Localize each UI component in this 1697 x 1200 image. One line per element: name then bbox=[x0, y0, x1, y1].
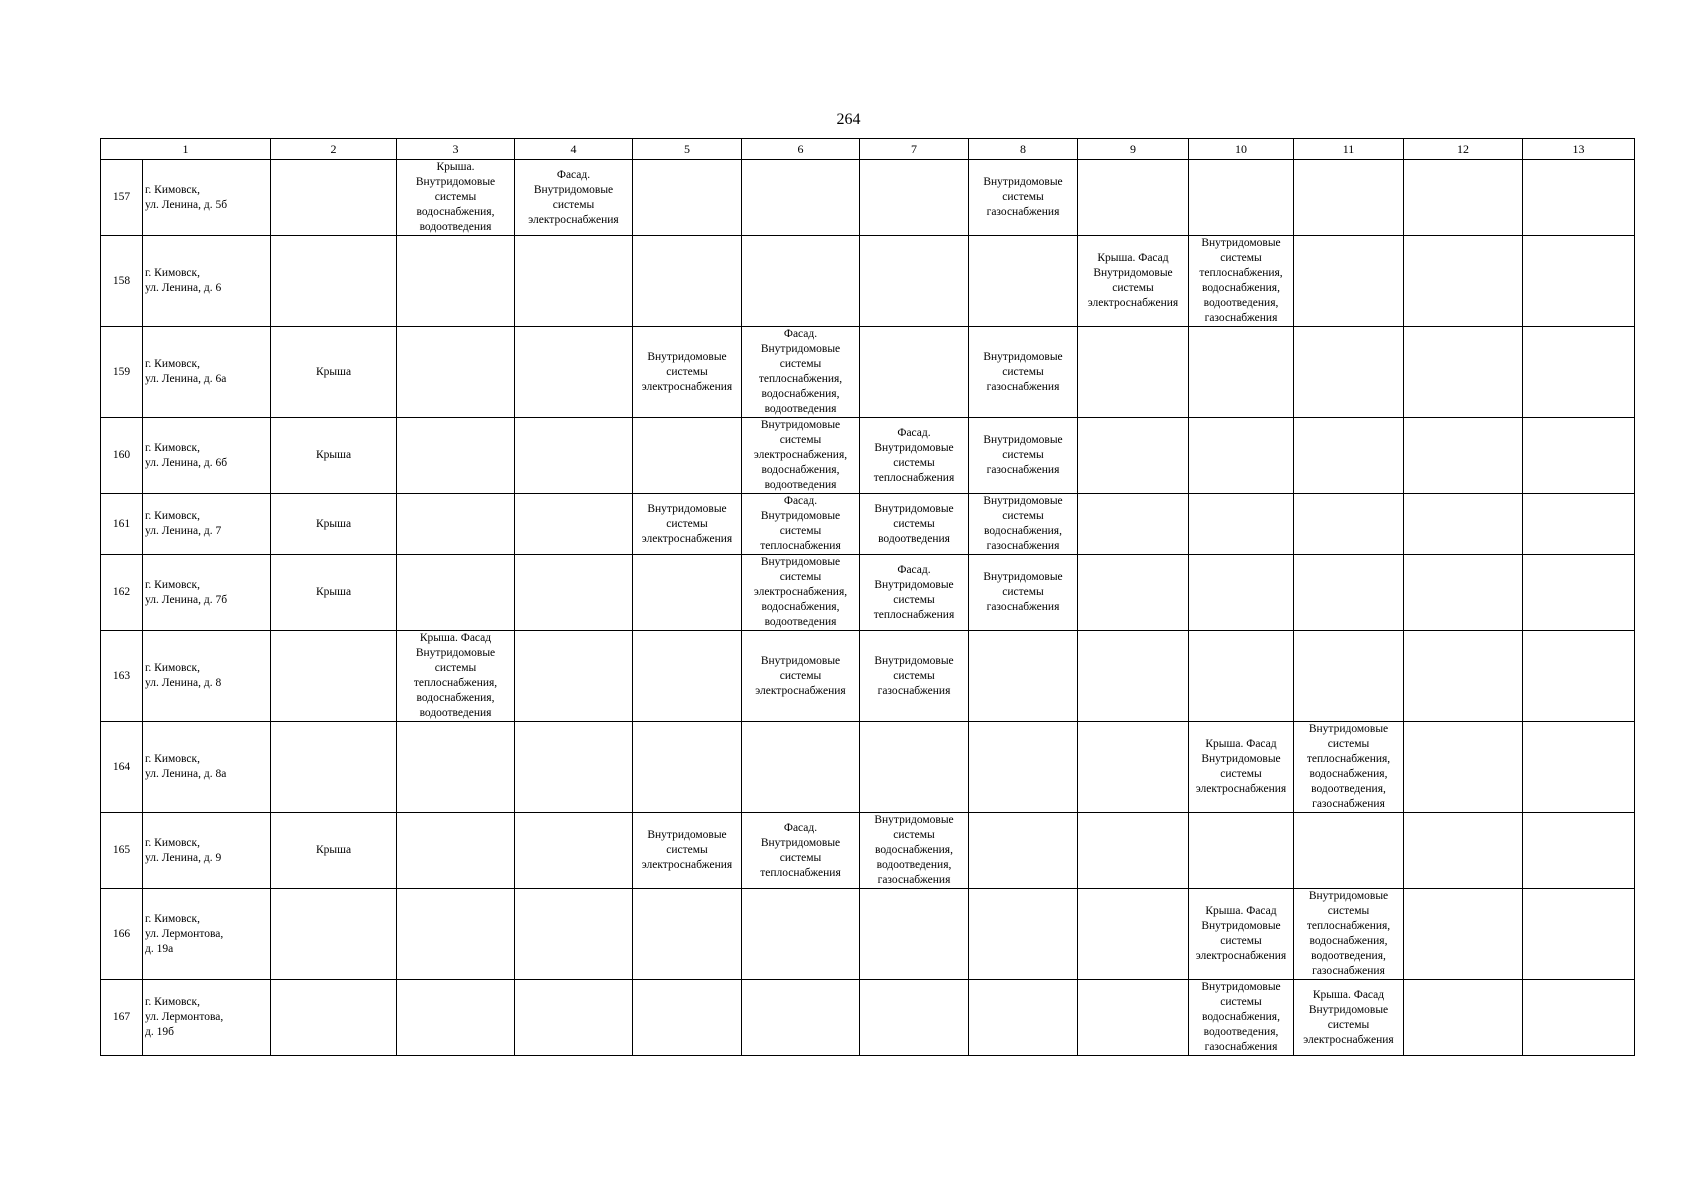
work-cell-col-9 bbox=[1078, 327, 1189, 418]
row-number: 167 bbox=[101, 980, 143, 1056]
work-cell-col-6: Фасад. Внутридомовые системы теплоснабжения bbox=[742, 813, 860, 889]
work-cell-col-12 bbox=[1404, 631, 1523, 722]
work-cell-col-2 bbox=[271, 889, 397, 980]
work-cell-col-2 bbox=[271, 160, 397, 236]
row-address: г. Кимовск, ул. Ленина, д. 7б bbox=[143, 555, 271, 631]
work-cell-col-10 bbox=[1189, 813, 1294, 889]
work-cell-col-7 bbox=[860, 327, 969, 418]
header-col-7: 7 bbox=[860, 139, 969, 160]
work-cell-col-9: Крыша. Фасад Внутридомовые системы электроснабжения bbox=[1078, 236, 1189, 327]
work-cell-col-10: Крыша. Фасад Внутридомовые системы электроснабжения bbox=[1189, 722, 1294, 813]
work-cell-col-5 bbox=[633, 980, 742, 1056]
row-number: 159 bbox=[101, 327, 143, 418]
work-cell-col-9 bbox=[1078, 722, 1189, 813]
work-cell-col-3 bbox=[397, 418, 515, 494]
work-cell-col-13 bbox=[1523, 555, 1635, 631]
work-cell-col-11 bbox=[1294, 418, 1404, 494]
work-cell-col-5 bbox=[633, 160, 742, 236]
row-number: 160 bbox=[101, 418, 143, 494]
header-col-13: 13 bbox=[1523, 139, 1635, 160]
row-number: 164 bbox=[101, 722, 143, 813]
row-number: 161 bbox=[101, 494, 143, 555]
header-col-1: 1 bbox=[101, 139, 271, 160]
work-cell-col-3 bbox=[397, 813, 515, 889]
work-cell-col-4 bbox=[515, 889, 633, 980]
work-cell-col-8 bbox=[969, 813, 1078, 889]
row-address: г. Кимовск, ул. Ленина, д. 7 bbox=[143, 494, 271, 555]
row-address: г. Кимовск, ул. Ленина, д. 9 bbox=[143, 813, 271, 889]
work-cell-col-9 bbox=[1078, 889, 1189, 980]
row-address: г. Кимовск, ул. Ленина, д. 6а bbox=[143, 327, 271, 418]
work-cell-col-11 bbox=[1294, 160, 1404, 236]
work-cell-col-11: Крыша. Фасад Внутридомовые системы электроснабжения bbox=[1294, 980, 1404, 1056]
work-cell-col-9 bbox=[1078, 813, 1189, 889]
work-cell-col-8 bbox=[969, 722, 1078, 813]
work-cell-col-11: Внутридомовые системы теплоснабжения, водоснабжения, водоотведения, газоснабжения bbox=[1294, 889, 1404, 980]
work-cell-col-8 bbox=[969, 236, 1078, 327]
work-cell-col-7: Фасад. Внутридомовые системы теплоснабжения bbox=[860, 418, 969, 494]
work-cell-col-10: Внутридомовые системы теплоснабжения, водоснабжения, водоотведения, газоснабжения bbox=[1189, 236, 1294, 327]
work-cell-col-10 bbox=[1189, 327, 1294, 418]
work-cell-col-5 bbox=[633, 418, 742, 494]
work-cell-col-6 bbox=[742, 722, 860, 813]
row-address: г. Кимовск, ул. Лермонтова, д. 19б bbox=[143, 980, 271, 1056]
work-cell-col-12 bbox=[1404, 160, 1523, 236]
work-cell-col-11: Внутридомовые системы теплоснабжения, водоснабжения, водоотведения, газоснабжения bbox=[1294, 722, 1404, 813]
work-cell-col-11 bbox=[1294, 813, 1404, 889]
header-col-8: 8 bbox=[969, 139, 1078, 160]
work-cell-col-9 bbox=[1078, 631, 1189, 722]
work-cell-col-4: Фасад. Внутридомовые системы электроснабжения bbox=[515, 160, 633, 236]
work-cell-col-13 bbox=[1523, 631, 1635, 722]
work-cell-col-7 bbox=[860, 722, 969, 813]
work-cell-col-13 bbox=[1523, 722, 1635, 813]
table-row bbox=[101, 980, 1635, 1056]
work-cell-col-8 bbox=[969, 889, 1078, 980]
work-cell-col-12 bbox=[1404, 327, 1523, 418]
work-cell-col-11 bbox=[1294, 631, 1404, 722]
work-cell-col-10: Крыша. Фасад Внутридомовые системы электроснабжения bbox=[1189, 889, 1294, 980]
work-cell-col-11 bbox=[1294, 327, 1404, 418]
work-cell-col-2 bbox=[271, 236, 397, 327]
header-row bbox=[101, 139, 1635, 160]
work-cell-col-7: Внутридомовые системы водоснабжения, водоотведения, газоснабжения bbox=[860, 813, 969, 889]
work-cell-col-4 bbox=[515, 236, 633, 327]
work-cell-col-9 bbox=[1078, 418, 1189, 494]
work-cell-col-3 bbox=[397, 722, 515, 813]
header-col-11: 11 bbox=[1294, 139, 1404, 160]
row-number: 165 bbox=[101, 813, 143, 889]
header-col-5: 5 bbox=[633, 139, 742, 160]
work-cell-col-10 bbox=[1189, 160, 1294, 236]
header-col-6: 6 bbox=[742, 139, 860, 160]
work-cell-col-6 bbox=[742, 980, 860, 1056]
work-cell-col-3: Крыша. Фасад Внутридомовые системы теплоснабжения, водоснабжения, водоотведения bbox=[397, 631, 515, 722]
work-cell-col-12 bbox=[1404, 494, 1523, 555]
work-cell-col-13 bbox=[1523, 980, 1635, 1056]
work-cell-col-3 bbox=[397, 327, 515, 418]
work-cell-col-9 bbox=[1078, 555, 1189, 631]
work-cell-col-12 bbox=[1404, 722, 1523, 813]
work-cell-col-5 bbox=[633, 555, 742, 631]
table-header bbox=[101, 139, 1635, 160]
table-row bbox=[101, 889, 1635, 980]
work-cell-col-4 bbox=[515, 631, 633, 722]
work-cell-col-13 bbox=[1523, 327, 1635, 418]
work-cell-col-4 bbox=[515, 813, 633, 889]
header-col-4: 4 bbox=[515, 139, 633, 160]
work-cell-col-12 bbox=[1404, 418, 1523, 494]
row-address: г. Кимовск, ул. Ленина, д. 8а bbox=[143, 722, 271, 813]
work-cell-col-6 bbox=[742, 889, 860, 980]
table-row bbox=[101, 722, 1635, 813]
work-cell-col-8 bbox=[969, 631, 1078, 722]
table-row bbox=[101, 327, 1635, 418]
table-row bbox=[101, 236, 1635, 327]
work-cell-col-6: Внутридомовые системы электроснабжения bbox=[742, 631, 860, 722]
row-address: г. Кимовск, ул. Ленина, д. 6б bbox=[143, 418, 271, 494]
work-cell-col-9 bbox=[1078, 160, 1189, 236]
table-row bbox=[101, 631, 1635, 722]
work-cell-col-12 bbox=[1404, 236, 1523, 327]
work-cell-col-8 bbox=[969, 980, 1078, 1056]
table-row bbox=[101, 160, 1635, 236]
work-cell-col-6: Фасад. Внутридомовые системы теплоснабжения bbox=[742, 494, 860, 555]
work-cell-col-4 bbox=[515, 980, 633, 1056]
table-row bbox=[101, 813, 1635, 889]
work-cell-col-8: Внутридомовые системы газоснабжения bbox=[969, 327, 1078, 418]
work-cell-col-3 bbox=[397, 494, 515, 555]
work-cell-col-2 bbox=[271, 631, 397, 722]
work-cell-col-12 bbox=[1404, 555, 1523, 631]
work-cell-col-12 bbox=[1404, 980, 1523, 1056]
work-cell-col-11 bbox=[1294, 236, 1404, 327]
work-cell-col-10 bbox=[1189, 418, 1294, 494]
work-cell-col-13 bbox=[1523, 236, 1635, 327]
work-cell-col-3: Крыша. Внутридомовые системы водоснабжения, водоотведения bbox=[397, 160, 515, 236]
work-cell-col-5: Внутридомовые системы электроснабжения bbox=[633, 494, 742, 555]
work-cell-col-8: Внутридомовые системы газоснабжения bbox=[969, 418, 1078, 494]
work-cell-col-6: Фасад. Внутридомовые системы теплоснабжения, водоснабжения, водоотведения bbox=[742, 327, 860, 418]
work-cell-col-8: Внутридомовые системы газоснабжения bbox=[969, 160, 1078, 236]
work-cell-col-3 bbox=[397, 236, 515, 327]
table-row bbox=[101, 494, 1635, 555]
work-cell-col-13 bbox=[1523, 494, 1635, 555]
work-cell-col-7 bbox=[860, 236, 969, 327]
work-cell-col-2 bbox=[271, 980, 397, 1056]
repair-schedule-table bbox=[100, 138, 1635, 1056]
work-cell-col-6: Внутридомовые системы электроснабжения, водоснабжения, водоотведения bbox=[742, 555, 860, 631]
work-cell-col-3 bbox=[397, 889, 515, 980]
work-cell-col-2: Крыша bbox=[271, 494, 397, 555]
work-cell-col-7: Внутридомовые системы водоотведения bbox=[860, 494, 969, 555]
row-address: г. Кимовск, ул. Ленина, д. 6 bbox=[143, 236, 271, 327]
header-col-10: 10 bbox=[1189, 139, 1294, 160]
header-col-3: 3 bbox=[397, 139, 515, 160]
work-cell-col-7 bbox=[860, 160, 969, 236]
row-address: г. Кимовск, ул. Лермонтова, д. 19а bbox=[143, 889, 271, 980]
row-number: 158 bbox=[101, 236, 143, 327]
work-cell-col-2 bbox=[271, 722, 397, 813]
row-address: г. Кимовск, ул. Ленина, д. 8 bbox=[143, 631, 271, 722]
work-cell-col-5: Внутридомовые системы электроснабжения bbox=[633, 813, 742, 889]
work-cell-col-6 bbox=[742, 236, 860, 327]
table-row bbox=[101, 418, 1635, 494]
row-number: 163 bbox=[101, 631, 143, 722]
work-cell-col-4 bbox=[515, 555, 633, 631]
work-cell-col-10 bbox=[1189, 555, 1294, 631]
work-cell-col-7 bbox=[860, 889, 969, 980]
work-cell-col-5: Внутридомовые системы электроснабжения bbox=[633, 327, 742, 418]
work-cell-col-3 bbox=[397, 980, 515, 1056]
work-cell-col-7: Фасад. Внутридомовые системы теплоснабжения bbox=[860, 555, 969, 631]
work-cell-col-5 bbox=[633, 722, 742, 813]
work-cell-col-11 bbox=[1294, 555, 1404, 631]
work-cell-col-7 bbox=[860, 980, 969, 1056]
work-cell-col-6 bbox=[742, 160, 860, 236]
work-cell-col-2: Крыша bbox=[271, 555, 397, 631]
header-col-9: 9 bbox=[1078, 139, 1189, 160]
work-cell-col-4 bbox=[515, 327, 633, 418]
work-cell-col-13 bbox=[1523, 813, 1635, 889]
work-cell-col-10 bbox=[1189, 494, 1294, 555]
work-cell-col-10 bbox=[1189, 631, 1294, 722]
header-col-12: 12 bbox=[1404, 139, 1523, 160]
header-col-2: 2 bbox=[271, 139, 397, 160]
work-cell-col-10: Внутридомовые системы водоснабжения, водоотведения, газоснабжения bbox=[1189, 980, 1294, 1056]
work-cell-col-8: Внутридомовые системы водоснабжения, газоснабжения bbox=[969, 494, 1078, 555]
work-cell-col-13 bbox=[1523, 418, 1635, 494]
work-cell-col-9 bbox=[1078, 980, 1189, 1056]
work-cell-col-8: Внутридомовые системы газоснабжения bbox=[969, 555, 1078, 631]
row-address: г. Кимовск, ул. Ленина, д. 5б bbox=[143, 160, 271, 236]
row-number: 166 bbox=[101, 889, 143, 980]
table-body bbox=[101, 160, 1635, 1056]
work-cell-col-7: Внутридомовые системы газоснабжения bbox=[860, 631, 969, 722]
work-cell-col-2: Крыша bbox=[271, 327, 397, 418]
row-number: 162 bbox=[101, 555, 143, 631]
work-cell-col-5 bbox=[633, 631, 742, 722]
row-number: 157 bbox=[101, 160, 143, 236]
work-cell-col-11 bbox=[1294, 494, 1404, 555]
work-cell-col-12 bbox=[1404, 813, 1523, 889]
page-number: 264 bbox=[836, 111, 861, 128]
work-cell-col-2: Крыша bbox=[271, 418, 397, 494]
work-cell-col-5 bbox=[633, 236, 742, 327]
work-cell-col-4 bbox=[515, 494, 633, 555]
work-cell-col-4 bbox=[515, 418, 633, 494]
work-cell-col-12 bbox=[1404, 889, 1523, 980]
table-row bbox=[101, 555, 1635, 631]
work-cell-col-9 bbox=[1078, 494, 1189, 555]
work-cell-col-2: Крыша bbox=[271, 813, 397, 889]
work-cell-col-4 bbox=[515, 722, 633, 813]
work-cell-col-13 bbox=[1523, 889, 1635, 980]
work-cell-col-5 bbox=[633, 889, 742, 980]
work-cell-col-6: Внутридомовые системы электроснабжения, водоснабжения, водоотведения bbox=[742, 418, 860, 494]
work-cell-col-13 bbox=[1523, 160, 1635, 236]
work-cell-col-3 bbox=[397, 555, 515, 631]
